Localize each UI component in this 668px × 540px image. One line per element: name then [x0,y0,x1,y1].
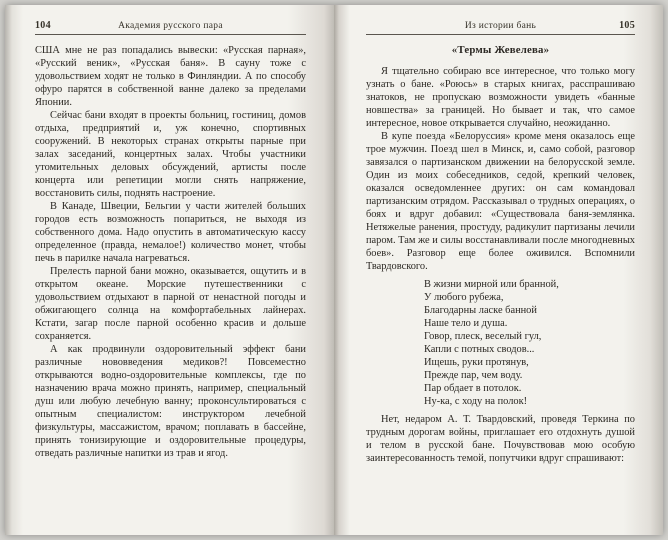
chapter-title: «Термы Жевелева» [451,44,550,56]
left-page-content [35,20,306,523]
paragraph: В Канаде, Швеции, Бельгии у части жителей больших городов есть возможность попариться, не выходя из собственного дома. Надо опустить в автоматическую кассу определенное (правда, немалое!) количество монет, чтобы печь в парилке начала нагреваться. [35,201,306,264]
poem-line: В жизни мирной или бранной, [424,279,559,290]
poem-line: У любого рубежа, [424,292,504,303]
closing-paragraph: Нет, недаром А. Т. Твардовский, проведя Теркина по трудным дорогам войны, приглашает его отдохнуть душой и телом в русской бане. Почувствовав мою особую заинтересованность темой, попутчики вдруг спрашивают: [366,414,635,464]
poem-line: Наше тело и душа. [424,318,508,329]
poem [424,278,635,408]
paragraph: Сейчас бани входят в проекты больниц, гостиниц, домов отдыха, предприятий и, уж конечно, спортивных сооружений. В некоторых странах открыты парные при залах заседаний, концертных залах. Чтобы участники утомительных деловых обсуждений, артисты после концерта или репетиции могли снять напряжение, восстановить силы, поднять настроение. [35,110,306,199]
right-page [334,5,663,535]
paragraph: Я тщательно собираю все интересное, что только могу узнать о бане. «Роюсь» в старых книгах, расспрашиваю знатоков, не пропускаю возможности увидеть «банные новшества» за границей. Но бывает и так, что самое интересное, новое открывается случайно, неожиданно. [366,66,635,129]
left-page-header [35,20,306,35]
poem-line: Благодарны ласке банной [424,305,537,316]
right-running-title: Из истории бань [464,21,537,31]
poem-line: Капли с потных сводов... [424,344,535,355]
poem-line: Ищешь, руки протянув, [424,357,529,368]
right-page-header [366,20,635,35]
right-page-content [366,20,635,523]
left-page [5,5,334,535]
paragraph: Прелесть парной бани можно, оказывается, ощутить и в открытом океане. Морские путешественники с удовольствием отдыхают в парной от ненастной погоды и обжигающего солнца на комфортабельных лайнерах. Кстати, загар после парной особенно красив и дольше сохраняется. [35,266,306,342]
poem-line: Ну-ка, с ходу на полок! [424,396,528,407]
left-running-title: Академия русского пара [118,21,223,31]
right-page-number: 105 [619,20,635,31]
poem-line: Прежде пар, чем воду. [424,370,523,381]
book-spread [5,5,663,535]
paragraph: В купе поезда «Белоруссия» кроме меня оказалось еще трое мужчин. Поезд шел в Минск, и, само собой, разговор завязался о партизанском движении на белорусской земле. Один из моих собеседников, седой, крепкий человек, оказался осведомленнее других: он сам командовал партизанским отрядом. Рассказывал о трудных операциях, о боях и вдруг добавил: «Существовала баня-землянка. Нетяжелые ранения, простуду, радикулит партизаны лечили паром. Там же и силы восстанавливали после многодневных боев». Разговор еще более оживился. Вспомнили Твардовского. [366,131,636,272]
paragraph: А как продвинули оздоровительный эффект бани различные нововведения медиков?! Повсеместно открываются водно-оздоровительные комплексы, где по назначению врача можно принять, например, специальный душ или любую лечебную ванну; проконсультироваться с опытным специалистом: инструктором лечебной физкультуры, массажистом, врачом; поплавать в бассейне, принять тонизирующие и оздоровительные процедуры, отведать различные напитки из трав и ягод. [35,344,306,459]
poem-line: Говор, плеск, веселый гул, [424,331,542,342]
paragraph: США мне не раз попадались вывески: «Русская парная», «Русский веник», «Русская баня». В сауну тоже с удовольствием ходят не только в Финляндии. А по способу офуро парятся в собственной ванне далеко за пределами Японии. [35,45,306,108]
left-page-number: 104 [35,20,51,31]
poem-line: Пар обдает в потолок. [424,383,522,394]
